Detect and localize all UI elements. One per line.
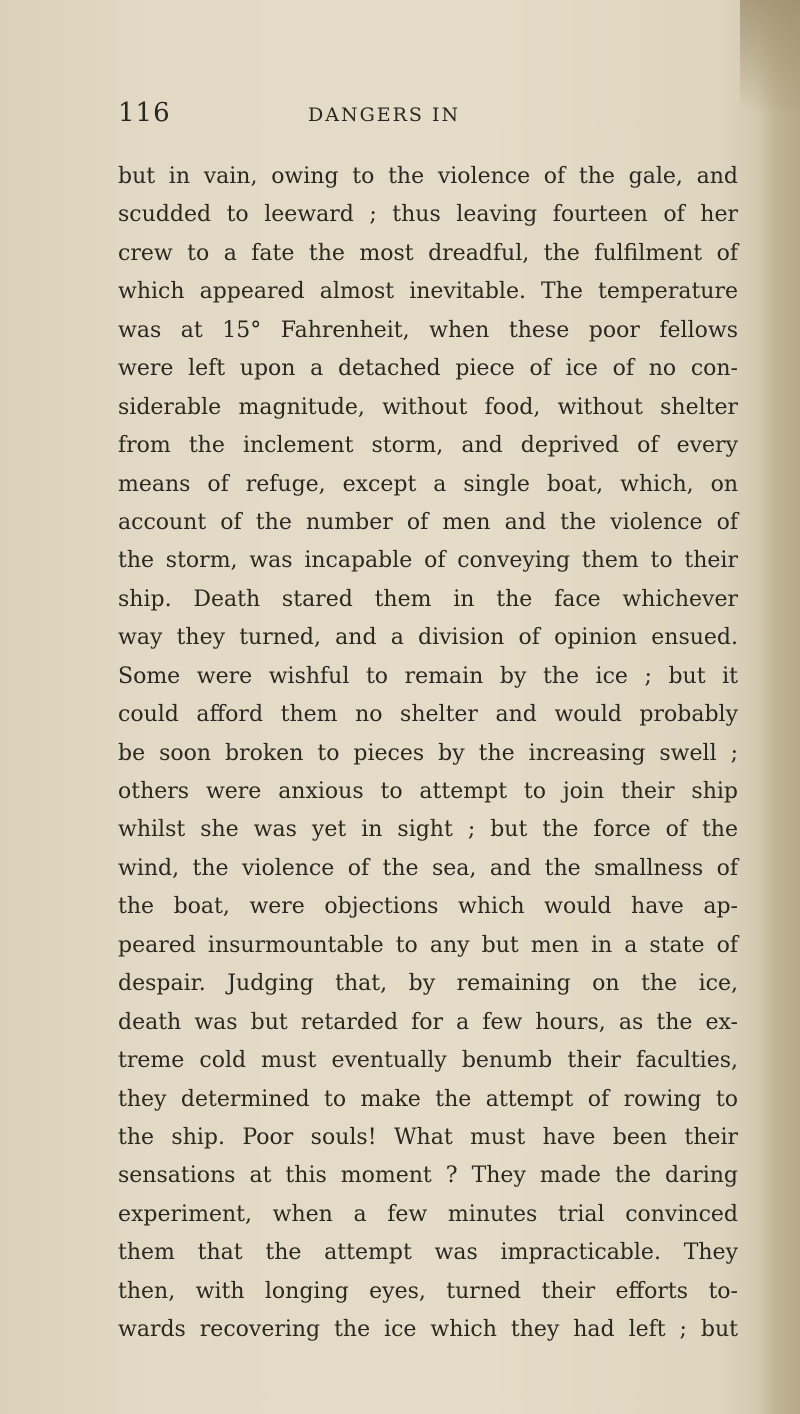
- text-line: despair. Judging that, by remaining on the ice,: [118, 971, 738, 997]
- text-line: wards recovering the ice which they had left ; but: [118, 1317, 738, 1343]
- text-line: could afford them no shelter and would probably: [118, 702, 738, 728]
- text-line: crew to a fate the most dreadful, the fulfilment of: [118, 240, 738, 266]
- text-line: the storm, was incapable of conveying them to their: [118, 548, 738, 574]
- text-line: peared insurmountable to any but men in a state of: [118, 932, 738, 958]
- text-line: wind, the violence of the sea, and the smallness of: [118, 855, 738, 881]
- text-line: experiment, when a few minutes trial convinced: [118, 1201, 738, 1227]
- text-line: death was but retarded for a few hours, as the ex-: [118, 1009, 738, 1035]
- text-line: they determined to make the attempt of rowing to: [118, 1086, 738, 1112]
- text-line: others were anxious to attempt to join their ship: [118, 779, 738, 804]
- text-line: them that the attempt was impracticable. They: [118, 1240, 738, 1266]
- text-line: way they turned, and a division of opinion ensued.: [118, 625, 738, 651]
- text-line: Some were wishful to remain by the ice ; but it: [118, 663, 738, 689]
- text-line: siderable magnitude, without food, without shelter: [118, 394, 738, 420]
- text-line: but in vain, owing to the violence of the gale, and: [118, 164, 738, 189]
- page-edge-shadow: [758, 0, 800, 1414]
- text-line: whilst she was yet in sight ; but the force of the: [118, 817, 738, 843]
- running-head: DANGERS IN: [308, 104, 461, 126]
- text-line: was at 15° Fahrenheit, when these poor fellows: [118, 317, 738, 343]
- text-line: account of the number of men and the violence of: [118, 509, 738, 535]
- text-line: scudded to leeward ; thus leaving fourteen of her: [118, 202, 738, 228]
- text-line: the ship. Poor souls! What must have been their: [118, 1124, 738, 1150]
- text-line: from the inclement storm, and deprived of every: [118, 433, 738, 459]
- text-line: the boat, were objections which would have ap-: [118, 894, 738, 920]
- text-line: treme cold must eventually benumb their faculties,: [118, 1048, 738, 1074]
- page-number: 116: [118, 98, 171, 128]
- text-line: which appeared almost inevitable. The temperature: [118, 279, 738, 305]
- body-text: [118, 158, 738, 1350]
- text-line: be soon broken to pieces by the increasing swell ;: [118, 740, 738, 766]
- page-header: [118, 98, 678, 142]
- text-line: means of refuge, except a single boat, which, on: [118, 471, 738, 497]
- text-line: sensations at this moment ? They made the daring: [118, 1163, 738, 1189]
- page-corner-shadow: [740, 0, 800, 110]
- text-line: were left upon a detached piece of ice of no con-: [118, 356, 738, 382]
- text-line: ship. Death stared them in the face whichever: [118, 586, 738, 612]
- text-line: then, with longing eyes, turned their efforts to-: [118, 1278, 738, 1304]
